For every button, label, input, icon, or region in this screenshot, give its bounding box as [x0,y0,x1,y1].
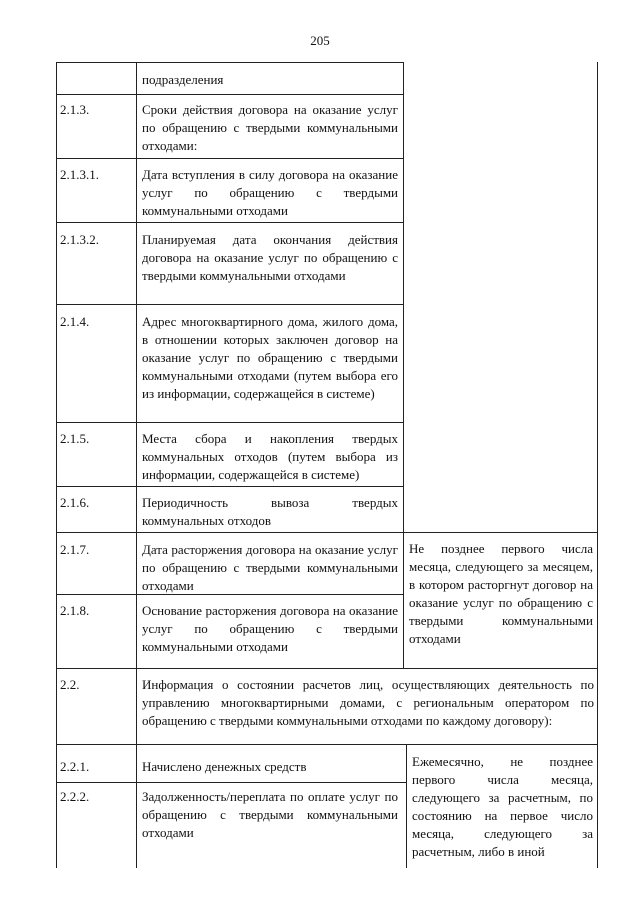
row-text: Периодичность вывоза твердых коммунальных отходов [142,495,398,528]
row-number: 2.1.5. [60,431,90,446]
row-text: Сроки действия договора на оказание услуг по обращению с твердыми коммунальными отходами: [142,102,398,153]
row-number: 2.1.3. [60,102,90,117]
row-text: Основание расторжения договора на оказание услуг по обращению с твердыми коммунальными отходами [142,603,398,654]
section-text: Информация о состоянии расчетов лиц, осуществляющих деятельность по управлению многоквартирными домами, с региональным оператором по обращению с твердыми коммунальными отходами по каждому договору): [142,677,594,728]
row-divider [56,222,404,223]
row-number: 2.2.1. [60,759,90,774]
row-text: Начислено денежных средств [142,759,307,774]
row-number: 2.1.8. [60,603,90,618]
row-number: 2.1.3.1. [60,167,99,182]
column-divider-deadline-lower [406,744,407,868]
row-text: Планируемая дата окончания действия договора на оказание услуг по обращению с твердыми коммунальными отходами [142,232,398,283]
page-number: 205 [310,33,330,48]
row-divider [56,422,404,423]
row-text: Дата вступления в силу договора на оказание услуг по обращению с твердыми коммунальными отходами [142,167,398,218]
row-text: Дата расторжения договора на оказание услуг по обращению с твердыми коммунальными отходами [142,542,398,593]
row-divider [56,304,404,305]
row-divider [56,782,407,783]
row-number: 2.1.6. [60,495,90,510]
deadline-cell: Не позднее первого числа месяца, следующего за месяцем, в котором расторгнут договор на оказание услуг по обращению с твердыми коммунальными отходами [409,541,593,646]
row-number: 2.2.2. [60,789,90,804]
row-text: Места сбора и накопления твердых коммунальных отходов (путем выбора из информации, содержащейся в системе) [142,431,398,482]
table-border-top [56,62,404,63]
data-table [56,62,598,868]
row-divider [56,532,598,533]
table-border-right [597,62,598,868]
table-border-left [56,62,57,868]
row-text: Адрес многоквартирного дома, жилого дома, в отношении которых заключен договор на оказание услуг по обращению с твердыми коммунальными отходами (путем выбора его из информации, содержащейся в системе) [142,314,398,401]
row-number: 2.1.4. [60,314,90,329]
row-divider [56,668,598,669]
column-divider-number [136,62,137,868]
row-number: 2.2. [60,677,80,692]
row-divider [56,486,404,487]
row-text: Задолженность/переплата по оплате услуг по обращению с твердыми коммунальными отходами [142,789,398,840]
row-number: 2.1.7. [60,542,90,557]
row-divider [56,94,404,95]
row-divider [56,158,404,159]
row-continuation-text: подразделения [142,72,224,87]
row-number: 2.1.3.2. [60,232,99,247]
column-divider-deadline [403,62,404,668]
row-divider [56,744,598,745]
deadline-cell: Ежемесячно, не позднее первого числа месяца, следующего за расчетным, по состоянию на первое число месяца, следующего за расчетным, либо в иной [412,754,593,859]
